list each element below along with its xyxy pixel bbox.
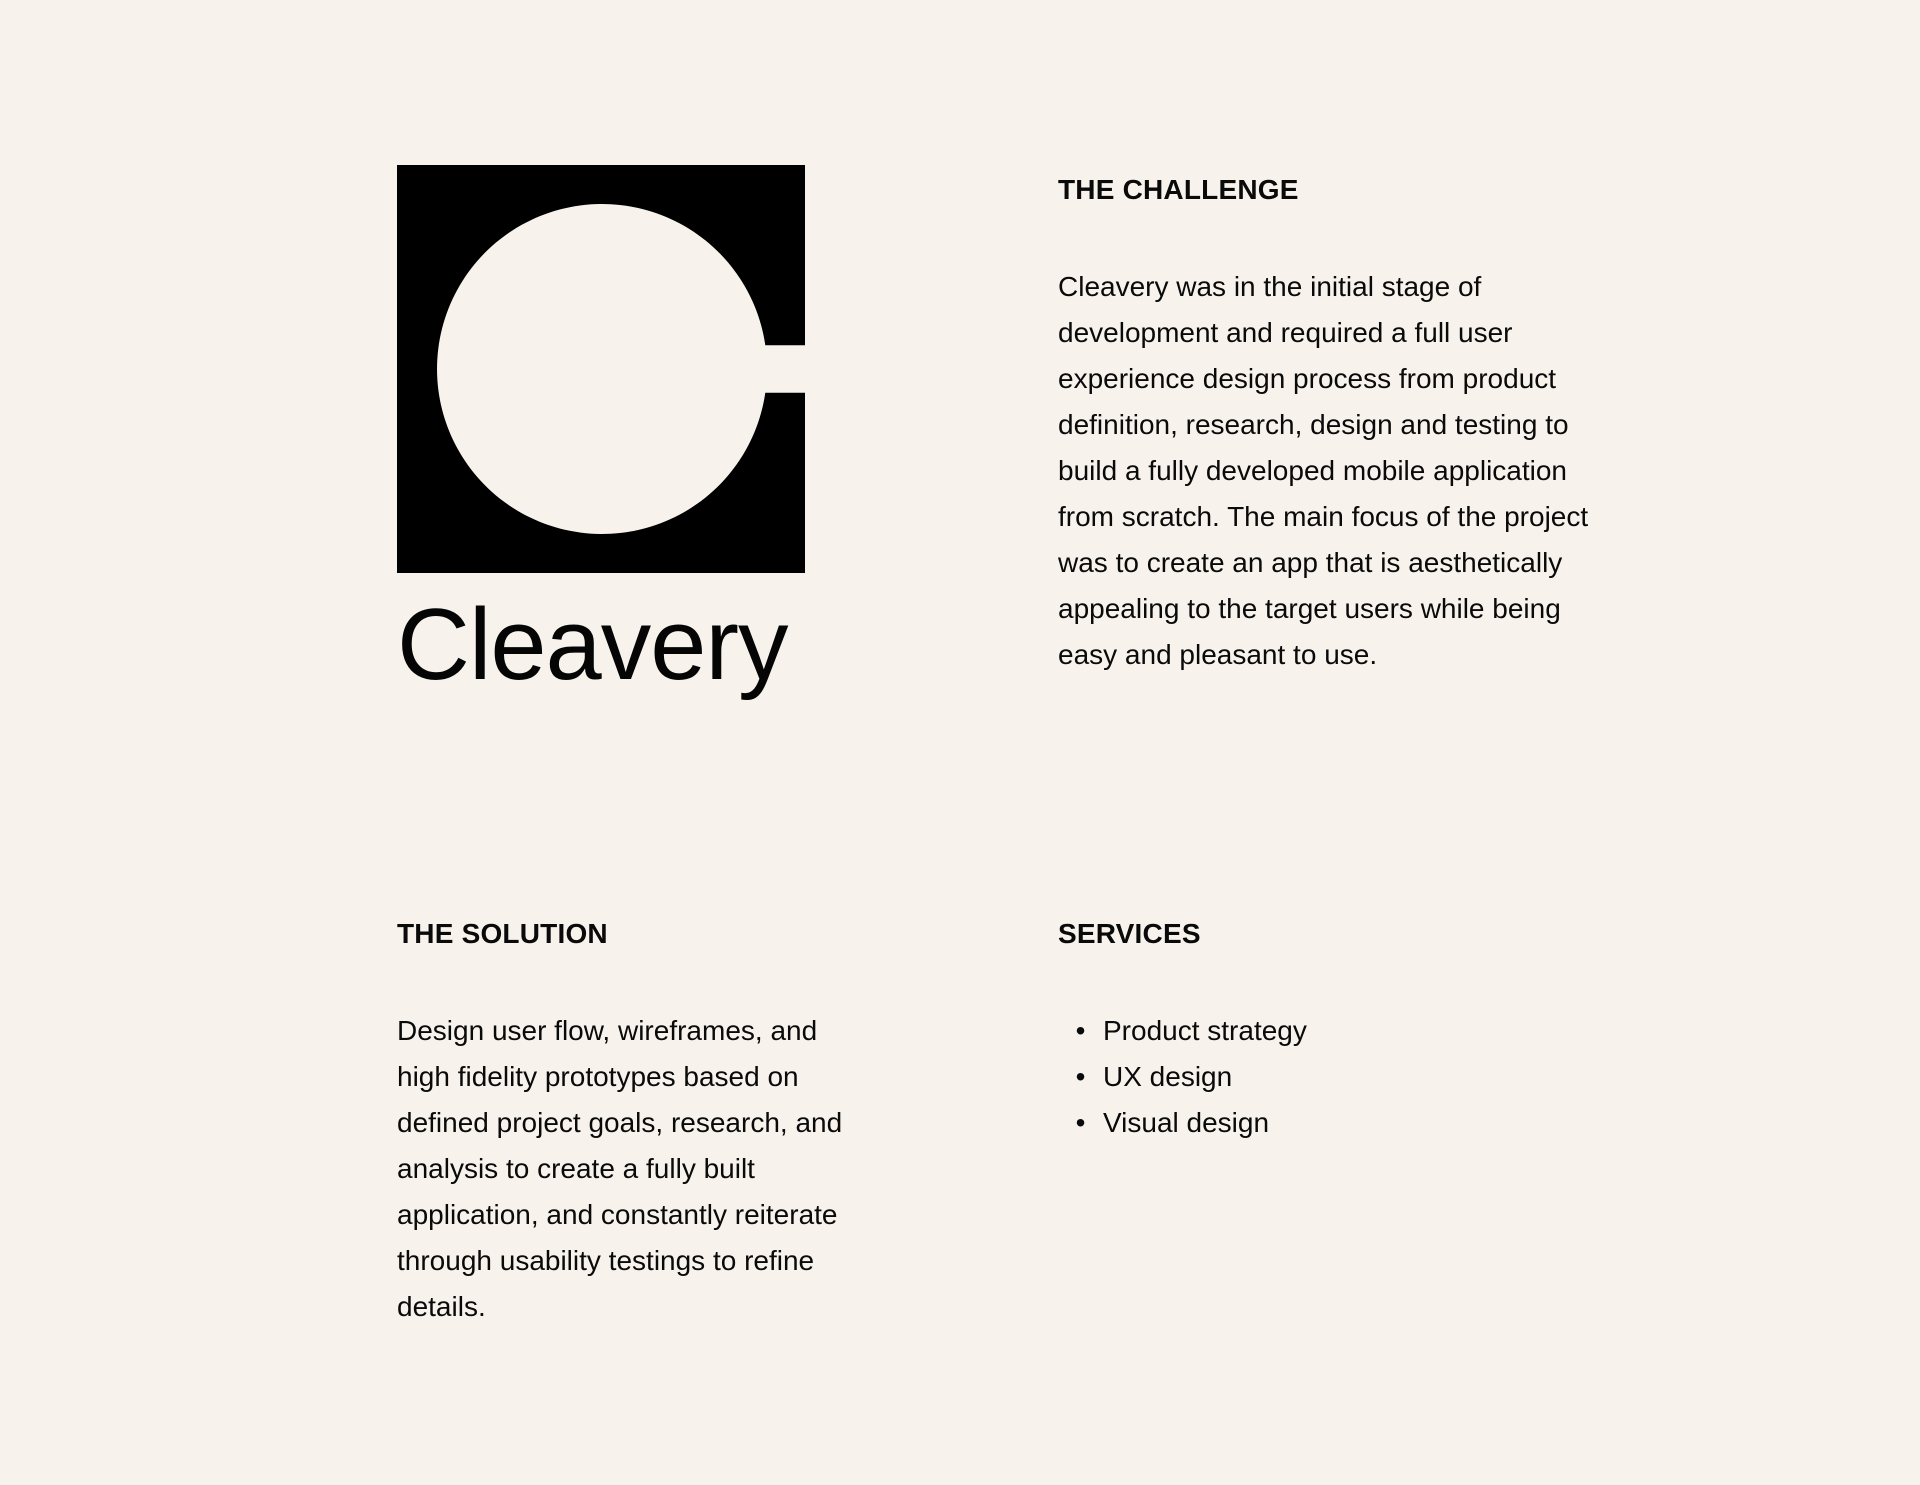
cleavery-c-logo-icon bbox=[397, 165, 805, 573]
service-item-label: UX design bbox=[1103, 1060, 1233, 1092]
service-item bbox=[1058, 1054, 1618, 1100]
bullet-icon: • bbox=[1075, 1106, 1086, 1138]
bullet-icon: • bbox=[1075, 1014, 1086, 1046]
service-item bbox=[1058, 1008, 1618, 1054]
service-item-label: Product strategy bbox=[1103, 1014, 1307, 1046]
solution-section bbox=[397, 917, 957, 1330]
services-list bbox=[1058, 1008, 1618, 1146]
solution-heading: THE SOLUTION bbox=[397, 918, 608, 949]
brand-wordmark: Cleavery bbox=[397, 589, 788, 701]
service-item bbox=[1058, 1100, 1618, 1146]
service-item-label: Visual design bbox=[1103, 1106, 1270, 1138]
solution-body: Design user flow, wireframes, and high fidelity prototypes based on defined project goals, research, and analysis to create a fully built application, and constantly reiterate through usability testings to refine details. bbox=[397, 1014, 843, 1322]
challenge-body: Cleavery was in the initial stage of development and required a full user experience design process from product definition, research, design and testing to build a fully developed mobile application from scratch. The main focus of the project was to create an app that is aesthetically appealing to the target users while being easy and pleasant to use. bbox=[1058, 270, 1589, 670]
brand-logo bbox=[397, 165, 807, 701]
bullet-icon: • bbox=[1075, 1060, 1086, 1092]
services-section bbox=[1058, 917, 1618, 1146]
services-heading: SERVICES bbox=[1058, 918, 1201, 949]
challenge-section bbox=[1058, 173, 1618, 678]
challenge-heading: THE CHALLENGE bbox=[1058, 174, 1299, 205]
